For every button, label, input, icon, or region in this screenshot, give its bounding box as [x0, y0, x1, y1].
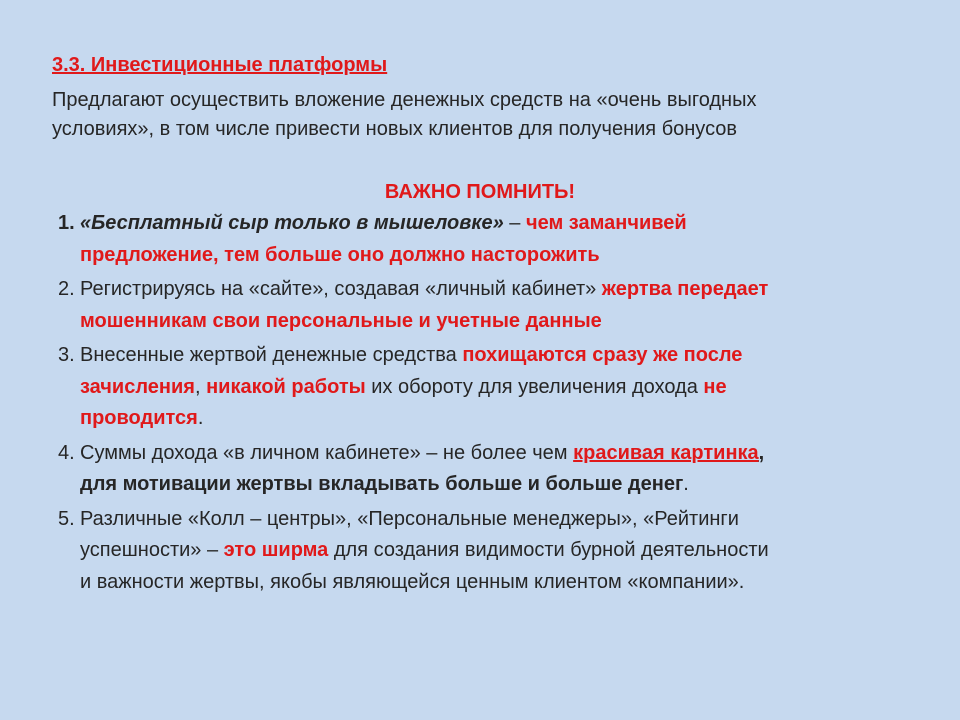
- plain-text: Различные «Колл – центры», «Персональные менеджеры», «Рейтинги: [80, 507, 739, 530]
- plain-text: .: [683, 473, 689, 495]
- proverb-quote: «Бесплатный сыр только в мышеловке»: [80, 212, 504, 234]
- highlight-text: похищаются сразу же после: [462, 344, 743, 366]
- item-number: 3.: [58, 344, 75, 366]
- item-line: [80, 240, 918, 272]
- item-line: [80, 535, 918, 567]
- list-item: [58, 438, 918, 501]
- item-text: [80, 208, 918, 271]
- plain-text: Регистрируясь на «сайте», создавая «личный кабинет»: [80, 278, 602, 300]
- intro-paragraph: [52, 86, 912, 144]
- item-line: [80, 403, 918, 435]
- highlight-text: проводится: [80, 407, 198, 429]
- highlight-text: зачисления: [80, 375, 195, 398]
- item-text: [80, 438, 918, 501]
- plain-text: для создания видимости бурной деятельности: [328, 539, 769, 561]
- list-item: [58, 274, 918, 337]
- intro-line: условиях», в том числе привести новых клиентов для получения бонусов: [52, 118, 738, 140]
- item-text: [80, 340, 918, 435]
- section-heading: 3.3. Инвестиционные платформы: [52, 54, 388, 76]
- intro-line: Предлагают осуществить вложение денежных средств на «очень выгодных: [52, 89, 757, 111]
- dash-text: –: [503, 212, 526, 234]
- item-line: [80, 504, 918, 536]
- item-number: 4.: [58, 441, 75, 464]
- item-line: [80, 208, 918, 240]
- plain-text: Суммы дохода «в личном кабинете» – не более чем: [80, 441, 574, 464]
- highlight-text: жертва передает: [601, 278, 769, 300]
- highlight-text: предложение, тем больше оно должно насторожить: [80, 243, 600, 266]
- item-number: 5.: [58, 507, 75, 530]
- item-text: [80, 274, 918, 337]
- item-line: [80, 340, 918, 372]
- list-item: [58, 208, 918, 271]
- item-line: [80, 438, 918, 470]
- highlight-text: никакой работы: [206, 375, 366, 398]
- highlight-text: это ширма: [223, 539, 329, 561]
- plain-text: успешности» –: [80, 539, 224, 561]
- highlight-text: не: [703, 375, 727, 398]
- plain-text: .: [197, 407, 204, 429]
- plain-text: ,: [758, 441, 765, 464]
- highlight-text: красивая картинка: [573, 441, 759, 464]
- plain-text: Внесенные жертвой денежные средства: [80, 344, 463, 366]
- remember-title: ВАЖНО ПОМНИТЬ!: [384, 181, 576, 203]
- item-line: [80, 274, 918, 306]
- item-line: [80, 469, 918, 501]
- plain-text: ,: [194, 375, 207, 398]
- item-line: [80, 372, 918, 404]
- item-line: [80, 567, 918, 599]
- plain-text: и важности жертвы, якобы являющейся ценным клиентом «компании».: [80, 570, 745, 593]
- item-text: [80, 504, 918, 599]
- highlight-text: мошенникам свои персональные и учетные данные: [80, 309, 602, 332]
- warning-list: [58, 208, 918, 601]
- item-number: 1.: [58, 212, 75, 234]
- item-number: 2.: [58, 278, 75, 300]
- list-item: [58, 504, 918, 599]
- highlight-text: чем заманчивей: [525, 212, 687, 234]
- list-item: [58, 340, 918, 435]
- bold-text: для мотивации жертвы вкладывать больше и больше денег: [80, 473, 684, 495]
- item-line: [80, 306, 918, 338]
- plain-text: их обороту для увеличения дохода: [365, 375, 704, 398]
